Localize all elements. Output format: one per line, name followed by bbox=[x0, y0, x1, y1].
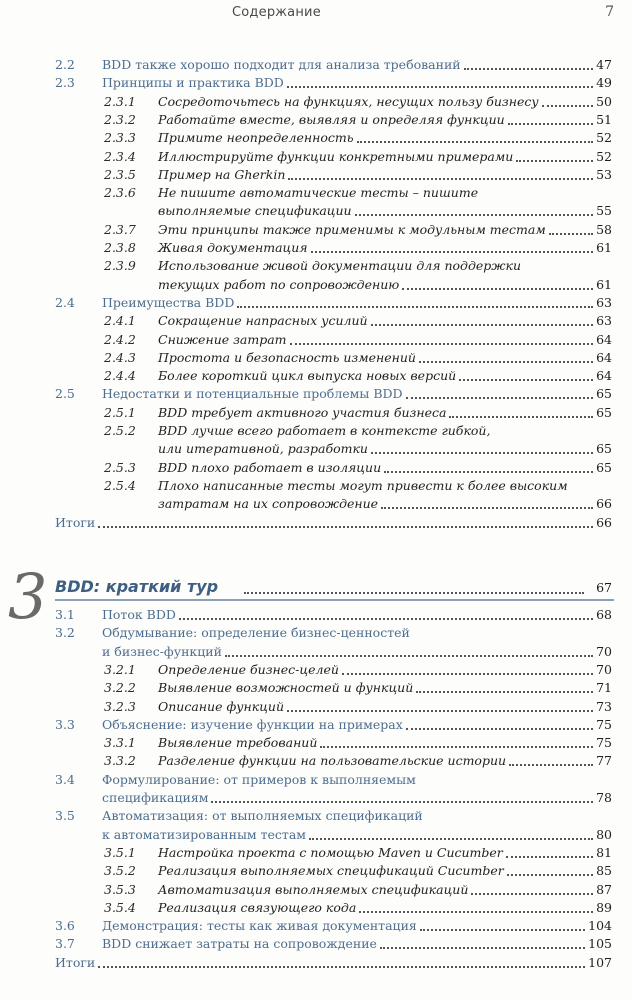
dot-leader bbox=[464, 68, 593, 70]
dot-leader bbox=[211, 801, 593, 803]
toc-entry-title: Формулирование: от примеров к выполняемым bbox=[102, 771, 416, 787]
dot-leader bbox=[359, 911, 593, 913]
dot-leader bbox=[380, 947, 585, 949]
dot-leader bbox=[509, 764, 593, 766]
toc-entry-title: BDD лучше всего работает в контексте гибкой, bbox=[158, 423, 491, 438]
toc-entry-title: BDD требует активного участия бизнеса bbox=[158, 404, 447, 420]
toc-entry-title: Примите неопределенность bbox=[158, 130, 354, 146]
toc-entry-page: 65 bbox=[596, 386, 612, 402]
page-header bbox=[0, 5, 632, 25]
toc-entry-page: 50 bbox=[596, 93, 612, 109]
dot-leader bbox=[98, 966, 585, 968]
toc-entry-page: 51 bbox=[596, 111, 612, 127]
toc-entry-number: 2.5.2 bbox=[104, 423, 136, 438]
toc-entry-number: 2.3.9 bbox=[104, 258, 136, 274]
toc-entry-page: 63 bbox=[596, 294, 612, 310]
chapter-heading[interactable] bbox=[0, 577, 632, 601]
dot-leader bbox=[237, 306, 593, 308]
toc-entry-number: 2.3.1 bbox=[104, 93, 136, 109]
toc-entry-page: 77 bbox=[596, 753, 612, 769]
toc-entry-title: Обдумывание: определение бизнес-ценностей bbox=[102, 625, 410, 641]
toc-entry-page: 65 bbox=[596, 404, 612, 420]
dot-leader bbox=[406, 397, 594, 399]
toc-entry-title: Живая документация bbox=[158, 240, 308, 255]
toc-entry-page: 66 bbox=[596, 514, 612, 530]
toc-entry-number: 2.4.2 bbox=[104, 331, 136, 347]
toc-entry-page: 70 bbox=[596, 643, 612, 659]
toc-entry-number: 2.4 bbox=[55, 294, 75, 310]
dot-leader bbox=[371, 452, 593, 454]
toc-entry-number: 2.3.8 bbox=[104, 240, 136, 255]
toc-entry-page: 68 bbox=[596, 607, 612, 622]
toc-entry-title: Демонстрация: тесты как живая документация bbox=[102, 918, 417, 934]
dot-leader bbox=[225, 655, 593, 657]
dot-leader bbox=[508, 123, 593, 125]
toc-entry-number: 3.3.1 bbox=[104, 735, 136, 751]
toc-entry-page: 89 bbox=[596, 899, 612, 915]
dot-leader bbox=[355, 214, 593, 216]
toc-entry-title: Выявление возможностей и функций bbox=[158, 680, 414, 696]
toc-entry-page: 75 bbox=[596, 716, 612, 732]
toc-entry-page: 65 bbox=[596, 459, 612, 475]
toc-entry-page: 70 bbox=[596, 661, 612, 677]
toc-entry-page: 87 bbox=[596, 881, 612, 897]
toc-entry-page: 75 bbox=[596, 735, 612, 751]
toc-entry-page: 63 bbox=[596, 313, 612, 329]
toc-entry-title: Разделение функции на пользовательские истории bbox=[158, 753, 507, 769]
toc-entry-number: 3.5.3 bbox=[104, 881, 136, 897]
page-number: 7 bbox=[605, 4, 614, 20]
toc-entry-page: 85 bbox=[596, 863, 612, 879]
dot-leader bbox=[384, 471, 593, 473]
toc-entry-number: 2.3.5 bbox=[104, 166, 136, 182]
toc-entry-page: 105 bbox=[588, 936, 612, 952]
toc-entry-page: 81 bbox=[596, 844, 612, 860]
toc-entry-number: 2.4.1 bbox=[104, 313, 136, 329]
toc-entry-page: 64 bbox=[596, 331, 612, 347]
toc-entry-page: 52 bbox=[596, 130, 612, 146]
toc-entry-title: спецификациям bbox=[102, 790, 209, 805]
toc-entry-number: 3.2.3 bbox=[104, 698, 136, 714]
toc-entry-number: 3.1 bbox=[55, 607, 75, 622]
toc-entry-number: 2.3.3 bbox=[104, 130, 136, 146]
toc-entry-title: Преимущества BDD bbox=[102, 294, 235, 310]
dot-leader bbox=[98, 526, 593, 528]
toc-entry-number: 3.3.2 bbox=[104, 753, 136, 769]
toc-entry-title: Выявление требований bbox=[158, 735, 318, 751]
toc-entry-page: 58 bbox=[596, 221, 612, 237]
dot-leader bbox=[371, 324, 594, 326]
toc-entry-page: 66 bbox=[596, 496, 612, 512]
toc-entry-title: Сокращение напрасных усилий bbox=[158, 313, 368, 329]
dot-leader bbox=[402, 288, 593, 290]
dot-leader bbox=[406, 728, 593, 730]
toc-entry-title: Работайте вместе, выявляя и определяя функции bbox=[158, 111, 505, 127]
dot-leader bbox=[516, 160, 593, 162]
dot-leader bbox=[449, 416, 593, 418]
toc-entry-number: 2.5 bbox=[55, 386, 75, 402]
dot-leader bbox=[542, 105, 593, 107]
toc-entry-page: 107 bbox=[588, 954, 612, 970]
dot-leader bbox=[342, 673, 593, 675]
toc-entry-number: 3.2.1 bbox=[104, 661, 136, 677]
toc-entry-title: Сосредоточьтесь на функциях, несущих пользу бизнесу bbox=[158, 93, 539, 109]
dot-leader bbox=[357, 141, 594, 143]
running-title: Содержание bbox=[232, 5, 321, 20]
dot-leader bbox=[419, 361, 593, 363]
dot-leader bbox=[459, 379, 593, 381]
dot-leader bbox=[288, 178, 593, 180]
toc-entry-number: 2.2 bbox=[55, 57, 75, 72]
dot-leader bbox=[309, 838, 593, 840]
toc-entry-title: Итоги bbox=[55, 514, 96, 530]
toc-entry-page: 53 bbox=[596, 166, 612, 182]
dot-leader bbox=[471, 893, 593, 895]
toc-entry-number: 2.5.1 bbox=[104, 404, 136, 420]
toc-entry-number: 2.3.7 bbox=[104, 221, 136, 237]
toc-entry-title: Объяснение: изучение функции на примерах bbox=[102, 716, 403, 732]
toc-entry-page: 73 bbox=[596, 698, 612, 714]
toc-entry-title: Недостатки и потенциальные проблемы BDD bbox=[102, 386, 403, 402]
toc-entry-number: 2.3.2 bbox=[104, 111, 136, 127]
toc-entry-title: Автоматизация выполняемых спецификаций bbox=[158, 881, 469, 897]
toc-entry-number: 3.2 bbox=[55, 625, 75, 641]
toc-entry-number: 3.6 bbox=[55, 918, 75, 934]
toc-entry-number: 2.5.3 bbox=[104, 459, 136, 475]
dot-leader bbox=[290, 343, 594, 345]
toc-entry-number: 3.5.4 bbox=[104, 899, 136, 915]
toc-entry-number: 3.7 bbox=[55, 936, 75, 952]
toc-entry-title: BDD плохо работает в изоляции bbox=[158, 459, 382, 475]
dot-leader bbox=[311, 251, 594, 253]
toc-entry-number: 3.5.2 bbox=[104, 863, 136, 879]
toc-entry-title: Пример на Gherkin bbox=[158, 166, 286, 182]
toc-entry-title: Эти принципы также применимы к модульным тестам bbox=[158, 221, 546, 237]
toc-entry-title: затратам на их сопровождение bbox=[158, 496, 379, 512]
toc-entry-page: 49 bbox=[596, 75, 612, 91]
toc-entry-page: 64 bbox=[596, 349, 612, 365]
toc-entry-title: Снижение затрат bbox=[158, 331, 287, 347]
toc-entry-number: 2.3 bbox=[55, 75, 75, 91]
toc-entry-page: 104 bbox=[588, 918, 612, 934]
toc-entry-number: 3.2.2 bbox=[104, 680, 136, 696]
toc-entry-number: 3.4 bbox=[55, 771, 75, 787]
toc-entry-title: выполняемые спецификации bbox=[158, 203, 352, 219]
toc-entry-title: Определение бизнес-целей bbox=[158, 661, 339, 677]
toc-entry-title: к автоматизированным тестам bbox=[102, 826, 307, 842]
chapter-title: BDD: краткий тур bbox=[55, 577, 219, 596]
toc-entry-title: Поток BDD bbox=[102, 607, 176, 622]
toc-entry-number: 3.3 bbox=[55, 716, 75, 732]
toc-entry-title: Более короткий цикл выпуска новых версий bbox=[158, 368, 457, 384]
chapter-page: 67 bbox=[596, 580, 612, 595]
toc-entry-title: и бизнес-функций bbox=[102, 643, 222, 659]
toc-entry-number: 2.4.3 bbox=[104, 349, 136, 365]
toc-entry-page: 52 bbox=[596, 148, 612, 164]
toc-entry-title: Описание функций bbox=[158, 698, 285, 714]
toc-entry-title: Автоматизация: от выполняемых спецификаций bbox=[102, 808, 423, 824]
toc-entry-title: Итоги bbox=[55, 954, 96, 970]
toc-entry-page: 61 bbox=[596, 276, 612, 292]
dot-leader bbox=[506, 856, 593, 858]
toc-entry-title: Использование живой документации для поддержки bbox=[158, 258, 521, 274]
toc-entry-title: текущих работ по сопровождению bbox=[158, 276, 400, 292]
toc-entry-page: 65 bbox=[596, 441, 612, 457]
toc-entry-page: 71 bbox=[596, 680, 612, 696]
toc-entry-page: 78 bbox=[596, 790, 612, 805]
toc-entry-number: 2.3.6 bbox=[104, 185, 136, 201]
dot-leader bbox=[287, 710, 593, 712]
toc-entry-title: Плохо написанные тесты могут привести к более высоким bbox=[158, 477, 568, 493]
toc-entry-number: 2.4.4 bbox=[104, 368, 136, 384]
dot-leader bbox=[549, 233, 593, 235]
dot-leader bbox=[416, 691, 593, 693]
toc-entry-page: 61 bbox=[596, 240, 612, 255]
toc-entry-page: 47 bbox=[596, 57, 612, 72]
toc-entry-page: 55 bbox=[596, 203, 612, 219]
toc-entry-number: 3.5 bbox=[55, 808, 75, 824]
dot-leader bbox=[420, 929, 585, 931]
toc-entry-title: BDD снижает затраты на сопровождение bbox=[102, 936, 377, 952]
dot-leader bbox=[381, 507, 593, 509]
toc-entry-title: Реализация выполняемых спецификаций Cucumber bbox=[158, 863, 504, 879]
dot-leader bbox=[320, 746, 593, 748]
toc-entry-title: Настройка проекта с помощью Maven и Cucumber bbox=[158, 844, 503, 860]
toc-entry-title: Простота и безопасность изменений bbox=[158, 349, 416, 365]
toc-entry-title: Принципы и практика BDD bbox=[102, 75, 284, 91]
dot-leader bbox=[287, 86, 593, 88]
toc-entry-number: 3.5.1 bbox=[104, 844, 136, 860]
chapter-rule bbox=[55, 599, 614, 601]
toc-entry-page: 80 bbox=[596, 826, 612, 842]
toc-entry-title: или итеративной, разработки bbox=[158, 441, 368, 457]
toc-entry-page: 64 bbox=[596, 368, 612, 384]
dot-leader bbox=[179, 618, 593, 620]
dot-leader bbox=[244, 592, 584, 594]
chapter-number: 3 bbox=[8, 560, 48, 633]
toc-entry-title: BDD также хорошо подходит для анализа требований bbox=[102, 57, 461, 72]
toc-entry-title: Иллюстрируйте функции конкретными примерами bbox=[158, 148, 514, 164]
toc-entry-number: 2.3.4 bbox=[104, 148, 136, 164]
toc-entry-title: Реализация связующего кода bbox=[158, 899, 357, 915]
toc-entry-title: Не пишите автоматические тесты – пишите bbox=[158, 185, 479, 201]
toc-entry-number: 2.5.4 bbox=[104, 477, 136, 493]
dot-leader bbox=[507, 874, 593, 876]
